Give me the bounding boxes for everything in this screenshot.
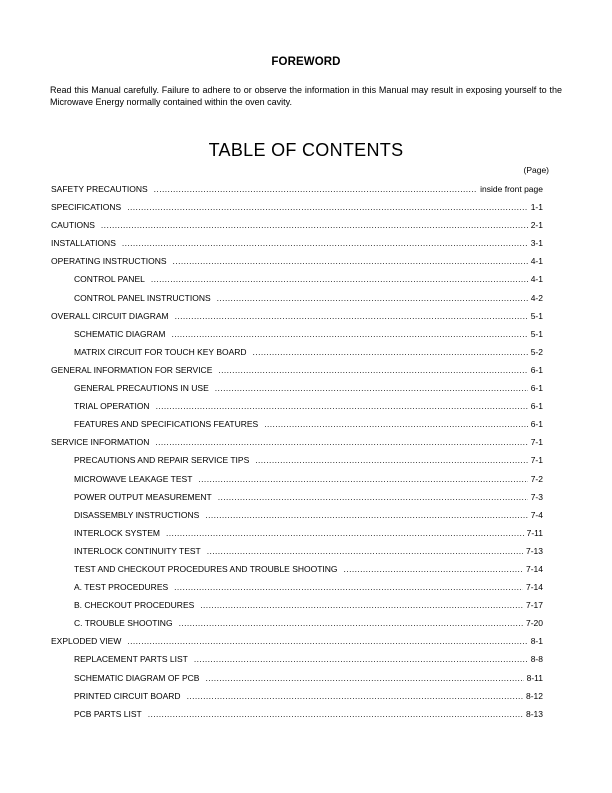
toc-entry-page: 7-4 — [530, 509, 543, 520]
foreword-text: Read this Manual carefully. Failure to adhere to or observe the information in this Manual may result in exposing yourself to the Microwave Energy normally contained within the oven cavity. — [50, 85, 562, 107]
toc-entry-page: 2-1 — [530, 220, 543, 231]
dot-leader — [154, 180, 477, 198]
toc-entry-page: 3-1 — [530, 238, 543, 249]
toc-entry[interactable] — [51, 524, 543, 542]
dot-leader — [151, 270, 528, 288]
dot-leader — [218, 488, 528, 506]
dot-leader — [255, 451, 527, 469]
dot-leader — [166, 524, 524, 542]
dot-leader — [205, 669, 523, 687]
toc-list — [51, 180, 543, 723]
dot-leader — [194, 650, 528, 668]
toc-entry-label: CONTROL PANEL — [74, 274, 145, 285]
dot-leader — [155, 433, 527, 451]
toc-entry-page: 6-1 — [530, 401, 543, 412]
toc-entry-label: C. TROUBLE SHOOTING — [74, 618, 173, 629]
toc-entry-page: inside front page — [480, 184, 543, 194]
toc-entry-page: 4-1 — [530, 256, 543, 267]
toc-entry[interactable] — [51, 542, 543, 560]
toc-entry[interactable] — [51, 705, 543, 723]
dot-leader — [148, 705, 523, 723]
dot-leader — [127, 198, 527, 216]
toc-entry-label: INTERLOCK SYSTEM — [74, 527, 160, 538]
toc-entry-label: SPECIFICATIONS — [51, 202, 122, 213]
toc-title: TABLE OF CONTENTS — [208, 140, 404, 160]
dot-leader — [198, 470, 527, 488]
dot-leader — [174, 578, 523, 596]
toc-entry[interactable] — [51, 343, 543, 361]
toc-entry[interactable] — [51, 488, 543, 506]
toc-entry-page: 6-1 — [530, 419, 543, 430]
toc-entry[interactable] — [51, 470, 543, 488]
toc-entry[interactable] — [51, 289, 543, 307]
dot-leader — [344, 560, 523, 578]
toc-entry-label: INSTALLATIONS — [51, 238, 116, 249]
toc-entry-label: INTERLOCK CONTINUITY TEST — [74, 545, 201, 556]
toc-entry-page: 7-14 — [525, 563, 543, 574]
dot-leader — [200, 596, 523, 614]
toc-entry-label: REPLACEMENT PARTS LIST — [74, 654, 188, 665]
toc-entry-page: 8-1 — [530, 636, 543, 647]
toc-entry-label: SERVICE INFORMATION — [51, 437, 150, 448]
dot-leader — [215, 379, 528, 397]
toc-entry-label: SAFETY PRECAUTIONS — [51, 184, 148, 194]
toc-entry[interactable] — [51, 379, 543, 397]
dot-leader — [173, 252, 528, 270]
dot-leader — [205, 506, 527, 524]
toc-entry[interactable] — [51, 216, 543, 234]
toc-entry-page: 8-11 — [526, 672, 543, 683]
toc-entry[interactable] — [51, 687, 543, 705]
toc-entry[interactable] — [51, 596, 543, 614]
toc-entry-page: 7-1 — [530, 455, 543, 466]
dot-leader — [156, 397, 528, 415]
dot-leader — [264, 415, 528, 433]
toc-entry-label: A. TEST PROCEDURES — [74, 582, 169, 593]
toc-entry-label: PRINTED CIRCUIT BOARD — [74, 690, 181, 701]
toc-entry-page: 7-11 — [526, 527, 543, 538]
toc-entry[interactable] — [51, 252, 543, 270]
toc-entry-page: 7-13 — [525, 545, 543, 556]
toc-entry-page: 4-1 — [530, 274, 543, 285]
toc-entry[interactable] — [51, 234, 543, 252]
toc-entry[interactable] — [51, 578, 543, 596]
toc-page-column-label: (Page) — [523, 165, 549, 175]
toc-entry-page: 5-1 — [530, 310, 543, 321]
toc-entry-page: 1-1 — [530, 202, 543, 213]
dot-leader — [253, 343, 528, 361]
toc-entry-label: SCHEMATIC DIAGRAM — [74, 328, 166, 339]
toc-entry-page: 5-1 — [530, 328, 543, 339]
toc-entry-page: 6-1 — [530, 383, 543, 394]
toc-entry-page: 6-1 — [530, 364, 543, 375]
toc-entry-page: 7-17 — [525, 600, 543, 611]
toc-entry-label: PRECAUTIONS AND REPAIR SERVICE TIPS — [74, 455, 250, 466]
toc-entry-page: 8-8 — [530, 654, 543, 665]
toc-entry[interactable] — [51, 361, 543, 379]
toc-entry[interactable] — [51, 198, 543, 216]
toc-entry[interactable] — [51, 632, 543, 650]
foreword-title: FOREWORD — [271, 56, 341, 68]
toc-entry-label: OPERATING INSTRUCTIONS — [51, 256, 167, 267]
toc-entry-label: CAUTIONS — [51, 220, 95, 231]
dot-leader — [101, 216, 528, 234]
toc-entry-page: 7-2 — [530, 473, 543, 484]
toc-entry-label: TRIAL OPERATION — [74, 401, 150, 412]
toc-entry-label: PCB PARTS LIST — [74, 708, 142, 719]
toc-entry-label: SCHEMATIC DIAGRAM OF PCB — [74, 672, 200, 683]
toc-entry[interactable] — [51, 307, 543, 325]
toc-entry[interactable] — [51, 270, 543, 288]
toc-entry-label: B. CHECKOUT PROCEDURES — [74, 600, 195, 611]
toc-entry-label: POWER OUTPUT MEASUREMENT — [74, 491, 212, 502]
toc-entry[interactable] — [51, 614, 543, 632]
toc-entry-label: EXPLODED VIEW — [51, 636, 122, 647]
toc-entry-page: 5-2 — [530, 346, 543, 357]
toc-entry[interactable] — [51, 669, 543, 687]
toc-entry-label: MATRIX CIRCUIT FOR TOUCH KEY BOARD — [74, 346, 247, 357]
toc-entry-label: GENERAL INFORMATION FOR SERVICE — [51, 364, 213, 375]
toc-entry-label: CONTROL PANEL INSTRUCTIONS — [74, 292, 211, 303]
toc-entry[interactable] — [51, 433, 543, 451]
toc-entry-label: OVERALL CIRCUIT DIAGRAM — [51, 310, 169, 321]
dot-leader — [175, 307, 528, 325]
dot-leader — [122, 234, 528, 252]
toc-entry[interactable] — [51, 506, 543, 524]
toc-entry-page: 7-20 — [525, 618, 543, 629]
toc-entry[interactable] — [51, 451, 543, 469]
toc-entry[interactable] — [51, 325, 543, 343]
toc-entry-page: 7-1 — [530, 437, 543, 448]
toc-entry-page: 8-12 — [525, 690, 543, 701]
toc-entry-label: DISASSEMBLY INSTRUCTIONS — [74, 509, 200, 520]
toc-entry-page: 7-3 — [530, 491, 543, 502]
toc-entry[interactable] — [51, 415, 543, 433]
toc-entry-label: MICROWAVE LEAKAGE TEST — [74, 473, 193, 484]
dot-leader — [217, 289, 528, 307]
toc-entry-label: TEST AND CHECKOUT PROCEDURES AND TROUBLE SHOOTING — [74, 563, 338, 574]
toc-entry-page: 7-14 — [525, 582, 543, 593]
dot-leader — [207, 542, 523, 560]
dot-leader — [187, 687, 523, 705]
toc-entry-label: GENERAL PRECAUTIONS IN USE — [74, 383, 209, 394]
dot-leader — [171, 325, 527, 343]
toc-entry-page: 8-13 — [525, 708, 543, 719]
dot-leader — [179, 614, 523, 632]
dot-leader — [218, 361, 527, 379]
toc-entry-page: 4-2 — [530, 292, 543, 303]
dot-leader — [127, 632, 527, 650]
toc-entry[interactable] — [51, 397, 543, 415]
toc-entry[interactable] — [51, 560, 543, 578]
toc-entry-label: FEATURES AND SPECIFICATIONS FEATURES — [74, 419, 259, 430]
toc-entry[interactable] — [51, 650, 543, 668]
toc-entry[interactable] — [51, 180, 543, 198]
